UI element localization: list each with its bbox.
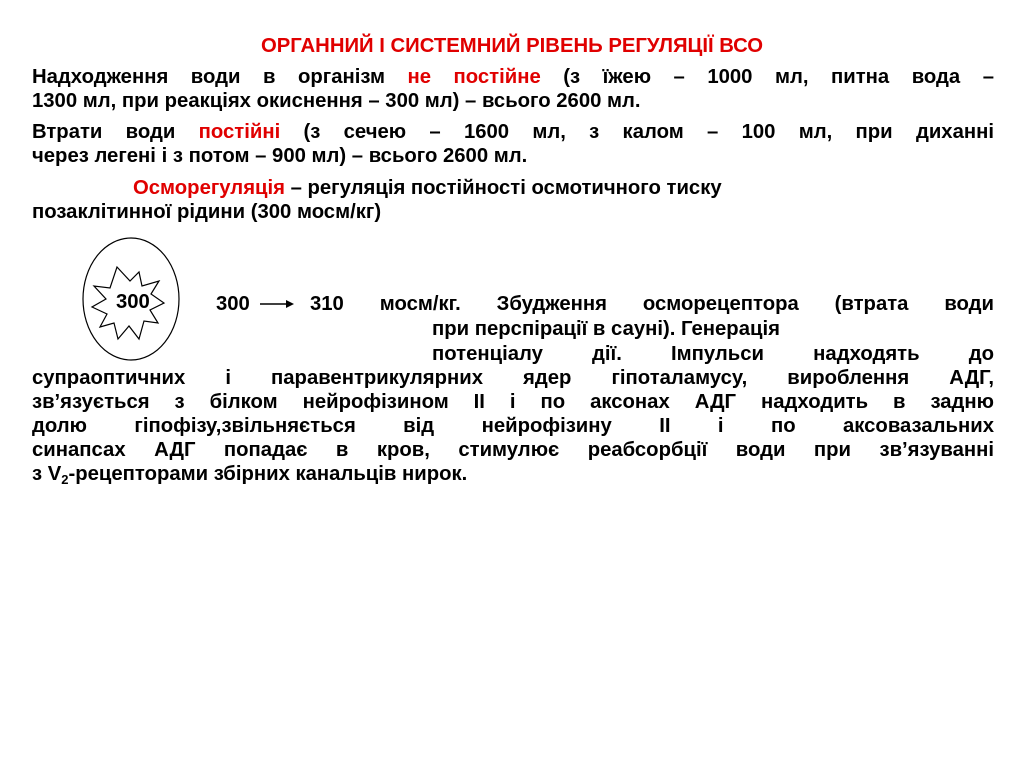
adh-line-3: долю гіпофізу,звільняється від нейрофізину ІІ і по аксовазальних: [32, 415, 994, 437]
loss-highlight: постійні: [198, 121, 281, 143]
osmo-increase-line-1: 310 мосм/кг. Збудження осморецептора (втрата води: [310, 293, 994, 315]
osmo-rest: – регуляція постійності осмотичного тиску: [284, 177, 722, 199]
slide-title: ОРГАННИЙ І СИСТЕМНИЙ РІВЕНЬ РЕГУЛЯЦІЇ ВСО: [261, 35, 763, 57]
from-value: 300: [216, 293, 250, 315]
intake-highlight: не постійне: [407, 66, 541, 88]
adh-line-4: синапсах АДГ попадає в кров, стимулює реабсорбції води при зв’язуванні: [32, 439, 994, 461]
loss-line-1: [32, 121, 994, 144]
adh-line-5: [32, 463, 467, 486]
loss-text-a: Втрати води: [32, 121, 199, 143]
osmo-increase-line-3: потенціалу дії. Імпульси надходять до: [432, 343, 994, 365]
intake-line-2: 1300 мл, при реакціях окиснення – 300 мл) – всього 2600 мл.: [32, 90, 641, 112]
adh-line-5-a: з V: [32, 463, 62, 485]
osmo-line-1: [133, 177, 722, 200]
osmo-term: Осморегуляція: [133, 177, 285, 199]
loss-line-2: через легені і з потом – 900 мл) – всього 2600 мл.: [32, 145, 528, 167]
intake-text-a: Надходження води в організм: [32, 66, 408, 88]
adh-line-1: супраоптичних і паравентрикулярних ядер гіпоталамусу, вироблення АДГ,: [32, 367, 994, 389]
osmo-increase-line-2: при перспірації в сауні). Генерація: [432, 318, 780, 340]
osmo-line-2: позаклітинної рідини (300 мосм/кг): [32, 201, 382, 223]
adh-line-5-sub: 2: [61, 472, 69, 487]
burst-value: 300: [116, 291, 150, 313]
adh-line-2: зв’язується з білком нейрофізином ІІ і по аксонах АДГ надходить в задню: [32, 391, 994, 413]
adh-line-5-b: -рецепторами збірних канальців нирок.: [68, 463, 468, 485]
arrow-right-icon: [258, 297, 296, 311]
intake-text-b: (з їжею – 1000 мл, питна вода –: [540, 66, 994, 88]
loss-text-b: (з сечею – 1600 мл, з калом – 100 мл, при диханні: [280, 121, 994, 143]
intake-line-1: [32, 66, 994, 89]
